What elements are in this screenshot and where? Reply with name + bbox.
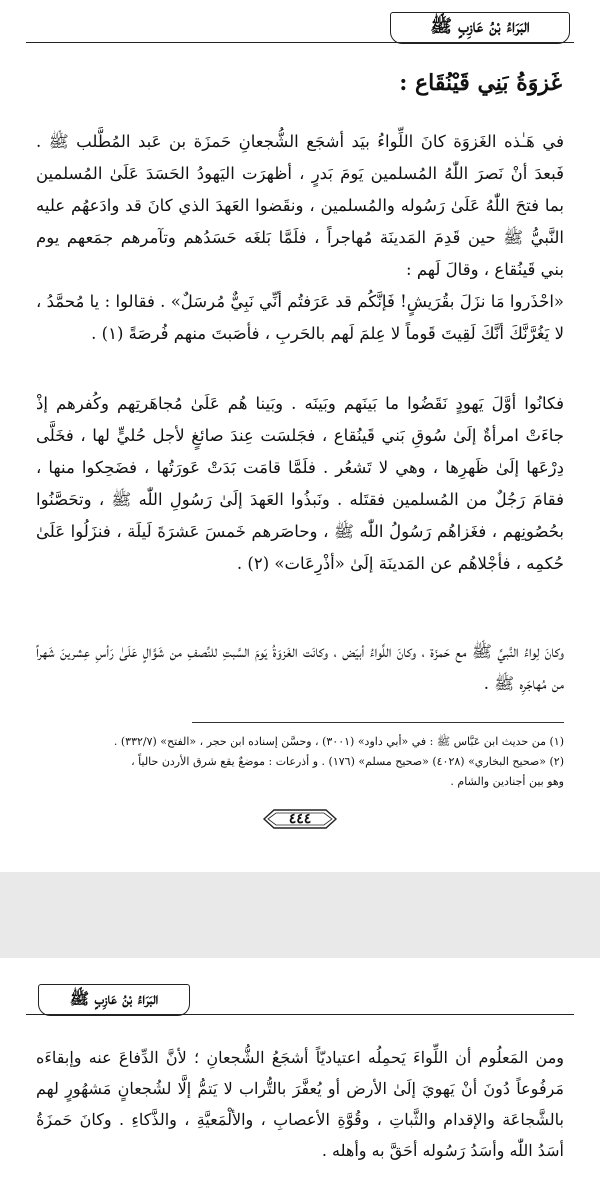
footnote: (٢) «صحيح البخاري» (٤٠٢٨) «صحيح مسلم» (١٧٦) . و أذرعات : موضعٌ يقع شرق الأردن حالياً ، — [131, 755, 564, 768]
section-title: غَزوَةُ بَنِي قَيْنُقَاع : — [399, 70, 562, 96]
header-rule — [26, 42, 574, 43]
header-rule — [26, 1014, 574, 1015]
paragraph — [36, 126, 564, 350]
running-header: البَرَاءُ بْنُ عَازِبٍ ﷺ — [390, 12, 570, 44]
paragraph-text: في هَـٰذه الغَزوَة كانَ اللِّواءُ بيَد أشجَع الشُّجعانِ حَمزَة بن عَبد المُطَّلب ﷺ . فَبعدَ أنْ نَصرَ اللّٰهُ المُسلمين يَومَ بَدرٍ ، أظهرَت اليَهودُ الحَسَدَ عَلَىٰ المُسلمين بما فتحَ اللّٰهُ عَلَىٰ رَسُوله والمُسلمين ، ونقَضوا العَهدَ الذي كانَ قد وادَعهُم عليه النَّبيُّ ﷺ حين قَدِمَ المَدينَة مُهاجراً ، فلَمَّا بَلغَه حَسَدُهم وتآمرهم جمَعهم يوم بني قَينُقاع ، وقالَ لَهم : — [36, 132, 564, 279]
page-number — [262, 808, 338, 830]
footnote-rule — [192, 722, 564, 723]
paragraph — [36, 636, 564, 700]
footnote: (١) من حديث ابن عَبَّاس ﷺ : في «أبي داود» (٣٠٠١) ، وحسَّن إسناده ابن حجر ، «الفتح» (٣٣٢/٧) . — [113, 735, 564, 748]
paragraph — [36, 388, 564, 580]
page-number-text: ٤٤٤ — [288, 811, 312, 827]
book-page — [0, 958, 600, 1200]
paragraph — [36, 1042, 564, 1166]
paragraph-text: وكانَ لِواءُ النَّبيِّ ﷺ مع حَمزَة ، وكانَ اللِّواءُ أبيَض ، وكانَت الغَزوَةُ يَومَ السَّبتِ للنِّصفِ من شَوَّالٍ عَلَىٰ رَأسِ عِشرينَ شَهراً من مُهاجَرِه ﷺ . — [36, 642, 564, 693]
footnote: وهو بين أجنادين والشام . — [450, 775, 564, 788]
paragraph-text: فكانُوا أوَّلَ يَهودٍ نَقَضُوا ما بَينَهم وبَينَه . وبَينا هُم عَلَىٰ مُجاهَرتِهم وكُفرهم إذْ جاءَتْ امرأةٌ إلَىٰ سُوقِ بَني قَينُقاع ، فجَلسَت عِندَ صائغٍ لأجل حُليٍّ لها ، فخَلَّى دِرْعَها إلَىٰ ظَهرِها ، وهي لا تَشعُر . فلَمَّا قامَت بَدَتْ عَورَتُها ، فضَحِكوا منها ، فقامَ رَجُلٌ من المُسلمين فقتَله . ونَبذُوا العَهدَ إلَىٰ رَسُولِ اللّٰه ﷺ ، وتحَصَّنُوا بحُصُونِهم ، فغَزاهُم رَسُولُ اللّٰه ﷺ ، وحاصَرهم خَمسَ عَشرَةَ لَيلَة ، فنزَلُوا عَلَىٰ حُكمِه ، فأجْلاهُم عن المَدينَة إلَىٰ «أذْرِعَات» (٢) . — [36, 394, 564, 573]
paragraph-text: «احْذَروا مَا نزَلَ بقُرَيشٍ! فَإنَّكُم قد عَرَفتُم أنِّي نَبِيٌّ مُرسَلٌ» . فقالوا : يا مُحمَّدُ ، لا يَغُرَّنَّكَ أنَّكَ لَقِيتَ قَوماً لا عِلمَ لَهم بالحَربِ ، فأصَبتَ منهم فُرصَةً (١) . — [36, 292, 564, 343]
footnotes — [36, 732, 564, 792]
paragraph-text: ومن المَعلُوم أن اللِّواءَ يَحمِلُه اعتياديّاً أشجَعُ الشُّجعانِ ؛ لأنَّ الدِّفاعَ عنه وإبقاءَه مَرفُوعاً دُونَ أنْ يَهويَ إلَىٰ الأرض أو يُعفَّرَ بالتُّراب لا يَتمُّ إلَّا لشُجعانٍ مَشهُورٍ لهم بالشَّجاعَة والإقدام والثَّباتِ ، وقُوَّةِ الأعصابِ ، والألْمَعيَّةِ ، والذَّكاءِ . وكانَ حَمزَةُ أسَدُ اللّٰه وأسَدُ رَسُوله أحَقَّ به وأهله . — [36, 1048, 564, 1160]
running-header: البَرَاءُ بْنُ عَازِبٍ ﷺ — [38, 984, 190, 1016]
